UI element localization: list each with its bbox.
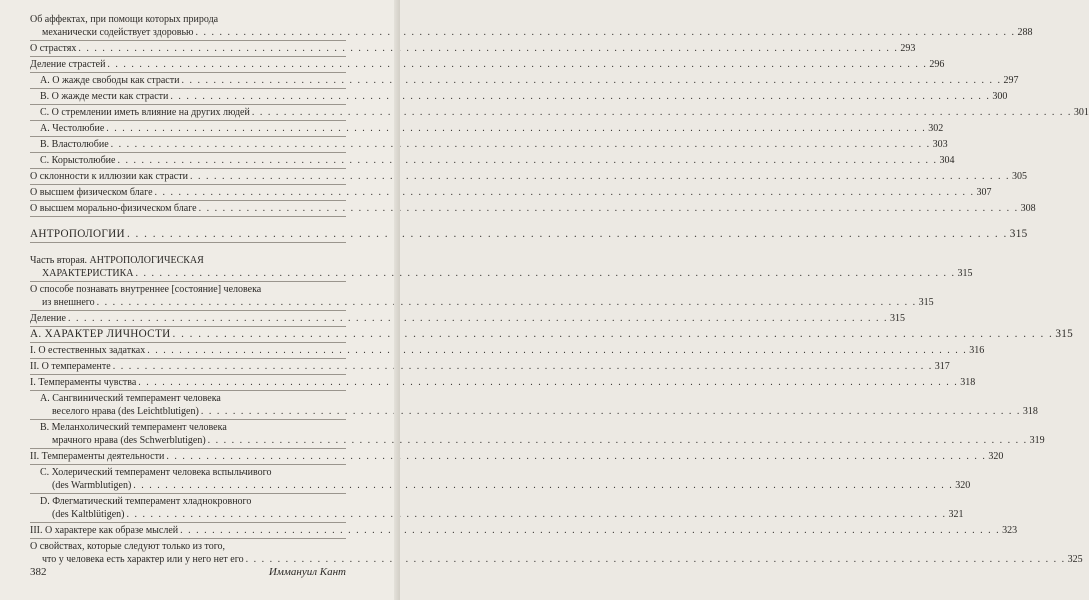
toc-entry[interactable] [30,57,945,73]
toc-entry[interactable] [30,539,1083,567]
toc-entry-title: С. Корыстолюбие [40,155,116,166]
toc-entry-title: Деление страстей [30,59,106,70]
toc-entry-title: веселого нрава (des Leichtblutigen) [52,406,199,417]
toc-entry-title: О склонности к иллюзии как страсти [30,171,188,182]
dot-leader [109,138,933,151]
toc-entry-title-line: D. Флегматический темперамент хладнокровного [40,496,252,507]
toc-entry-page: 301 [1073,107,1089,118]
toc-entry-title: I. О естественных задатках [30,345,146,356]
toc-entry-page: 318 [960,377,976,388]
toc-entry-page: 315 [1055,328,1074,340]
dot-leader [170,328,1055,341]
dot-leader [244,553,1068,566]
toc-entry-title-line: О способе познавать внутреннее [состояние] человека [30,284,262,295]
dot-leader [164,450,988,463]
dot-leader [145,344,969,357]
toc-entry[interactable] [30,343,985,359]
toc-entry[interactable] [30,449,1004,465]
toc-entry[interactable] [30,41,916,57]
toc-entry-title: ХАРАКТЕРИСТИКА [42,268,134,279]
toc-entry[interactable] [30,201,1036,217]
dot-leader [194,26,1018,39]
dot-leader [197,202,1021,215]
toc-entry-title-line: Об аффектах, при помощи которых природа [30,14,219,25]
dot-leader [134,267,958,280]
toc-entry[interactable] [30,391,1038,420]
dot-leader [66,312,890,325]
dot-leader [136,376,960,389]
dot-leader [153,186,977,199]
toc-entry-title: механически содействует здоровью [42,27,194,38]
toc-entry-page: 300 [992,91,1008,102]
toc-entry[interactable] [30,327,1074,343]
toc-entry[interactable] [30,253,973,282]
toc-entry[interactable] [30,89,1008,105]
toc-entry-page: 323 [1002,525,1018,536]
toc-entry-title-line: О свойствах, которые следуют только из того, [30,541,226,552]
toc-entry-page: 318 [1022,406,1038,417]
page-footer [30,566,346,578]
toc-entry-page: 307 [976,187,992,198]
toc-entry-title: А. О жажде свободы как страсти [40,75,180,86]
toc-entry-page: 321 [948,509,964,520]
dot-leader [111,360,935,373]
section-gap [30,243,346,253]
toc-entry-page: 297 [1003,75,1019,86]
running-head-author: Иммануил Кант [268,566,346,578]
dot-leader [95,296,919,309]
toc-entry-title-line: Часть вторая. АНТРОПОЛОГИЧЕСКАЯ [30,255,204,266]
toc-entry-title: II. Темпераменты деятельности [30,451,165,462]
toc-entry-page: 304 [939,155,955,166]
toc-entry-page: 305 [1011,171,1027,182]
toc-entry-title: I. Темпераменты чувства [30,377,137,388]
toc-entry[interactable] [30,169,1027,185]
toc-entry-page: 320 [988,451,1004,462]
toc-entry-title: (des Kaltblütigen) [52,509,125,520]
toc-entry-page: 302 [928,123,944,134]
toc-entry-page: 316 [969,345,985,356]
toc-entry-title: О высшем физическом благе [30,187,153,198]
toc-entry-page: 317 [934,361,950,372]
toc-entry-title: мрачного нрава (des Schwerblutigen) [52,435,206,446]
dot-leader [206,434,1030,447]
toc-entry-title: А. Честолюбие [40,123,105,134]
toc-entry[interactable] [30,12,1033,41]
toc-entry[interactable] [30,73,1019,89]
toc-entry-page: 315 [1009,228,1028,240]
toc-entry-page: 320 [955,480,971,491]
toc-entry-page: 303 [932,139,948,150]
toc-entry-title: II. О темпераменте [30,361,111,372]
toc-entry[interactable] [30,121,944,137]
dot-leader [125,228,1010,241]
toc-entry[interactable] [30,282,934,311]
toc-entry-title: А. ХАРАКТЕР ЛИЧНОСТИ [30,328,171,340]
toc-entry-page: 293 [900,43,916,54]
toc-entry-page: 315 [957,268,973,279]
toc-entry[interactable] [30,359,950,375]
toc-entry-page: 315 [889,313,905,324]
dot-leader [115,154,939,167]
toc-entry-title-line: В. Меланхолический темперамент человека [40,422,227,433]
table-of-contents [30,12,1089,567]
toc-entry[interactable] [30,523,1018,539]
toc-entry[interactable] [30,137,948,153]
toc-entry-title: АНТРОПОЛОГИИ [30,228,125,240]
dot-leader [124,508,948,521]
toc-entry-title: В. Властолюбие [40,139,109,150]
toc-entry-title: что у человека есть характер или у него нет его [42,554,244,565]
toc-entry-title: О высшем морально-физическом благе [30,203,197,214]
toc-entry-page: 288 [1017,27,1033,38]
toc-entry-title: III. О характере как образе мыслей [30,525,179,536]
toc-entry-title: С. О стремлении иметь влияние на других людей [40,107,250,118]
toc-entry-title: из внешнего [42,297,95,308]
toc-entry[interactable] [30,494,964,523]
dot-leader [188,170,1012,183]
toc-entry-title-line: С. Холерический темперамент человека вспыльчивого [40,467,272,478]
dot-leader [105,58,929,71]
dot-leader [250,106,1074,119]
dot-leader [179,74,1003,87]
page-number: 382 [30,566,47,578]
dot-leader [104,122,928,135]
toc-entry[interactable] [30,227,1028,243]
toc-entry[interactable] [30,153,955,169]
toc-entry-page: 325 [1067,554,1083,565]
toc-entry[interactable] [30,420,1045,449]
dot-leader [131,479,955,492]
toc-entry[interactable] [30,375,976,391]
toc-entry[interactable] [30,311,905,327]
toc-entry-page: 296 [929,59,945,70]
toc-entry[interactable] [30,105,1089,121]
toc-entry[interactable] [30,465,971,494]
toc-entry-title-line: А. Сангвинический темперамент человека [40,393,221,404]
toc-entry-page: 319 [1029,435,1045,446]
toc-entry-title: В. О жажде мести как страсти [40,91,169,102]
dot-leader [168,90,992,103]
toc-entry-page: 308 [1020,203,1036,214]
dot-leader [76,42,900,55]
toc-entry-page: 315 [918,297,934,308]
toc-entry-title: Деление [30,313,66,324]
dot-leader [199,405,1023,418]
toc-entry-title: (des Warmblutigen) [52,480,132,491]
dot-leader [178,524,1002,537]
toc-entry-title: О страстях [30,43,77,54]
section-gap [30,217,346,227]
page-edge-shadow [394,0,400,600]
toc-entry[interactable] [30,185,992,201]
